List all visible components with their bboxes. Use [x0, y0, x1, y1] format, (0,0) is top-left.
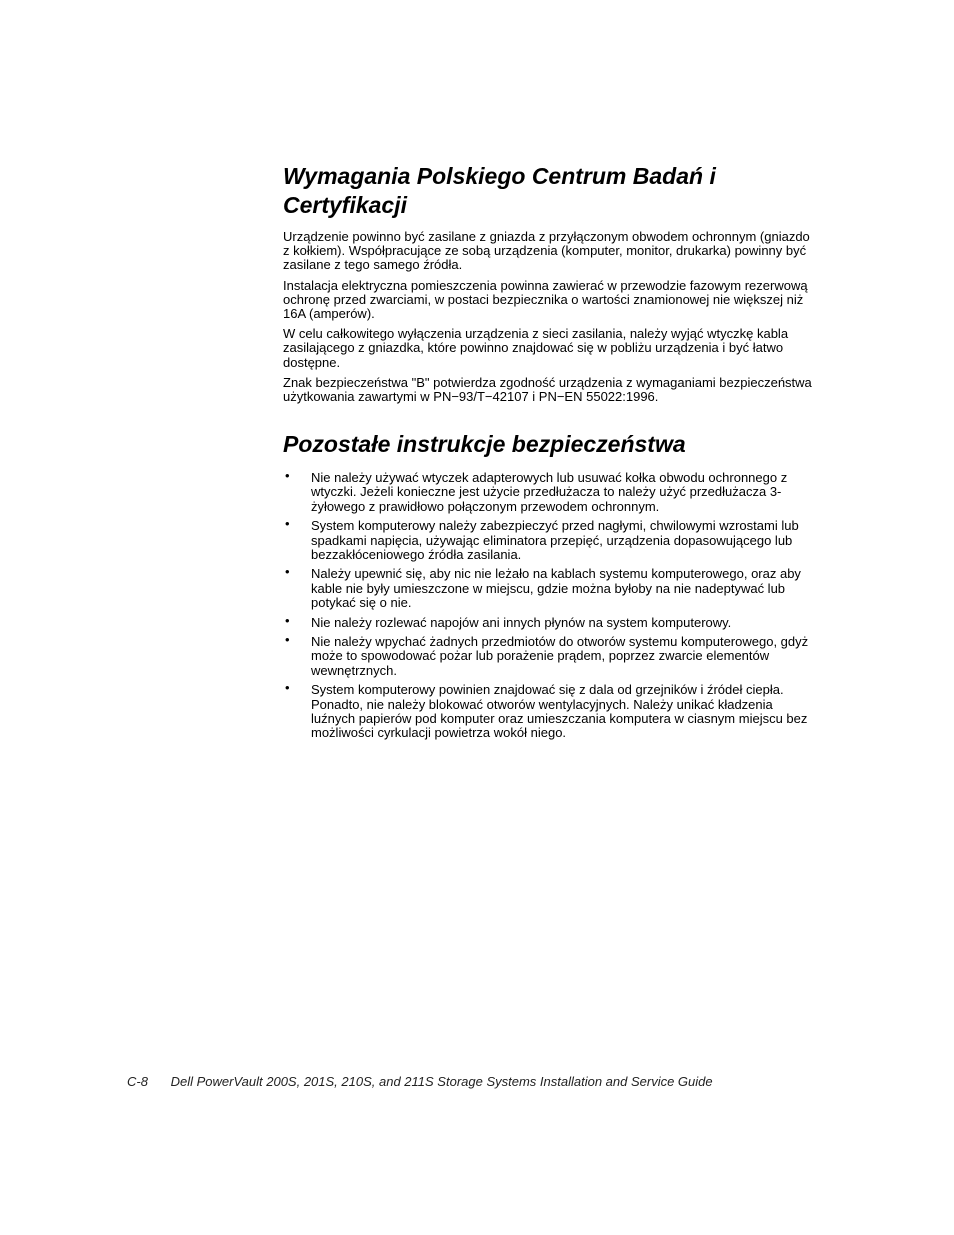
safety-instructions-list: [283, 468, 813, 740]
bullet-icon: •: [285, 612, 290, 628]
list-item: [283, 468, 813, 514]
bullet-icon: •: [285, 468, 290, 484]
document-title: Dell PowerVault 200S, 201S, 210S, and 211S Storage Systems Installation and Service Guide: [170, 1074, 713, 1089]
section-heading-safety-instructions: Pozostałe instrukcje bezpieczeństwa: [283, 431, 686, 458]
page-footer: [127, 1074, 713, 1089]
bullet-icon: •: [285, 564, 290, 580]
list-item: [283, 564, 813, 610]
list-item: [283, 612, 813, 630]
bullet-icon: •: [285, 632, 290, 648]
bullet-icon: •: [285, 516, 290, 532]
paragraph-power-socket: Urządzenie powinno być zasilane z gniazda z przyłączonym obwodem ochronnym (gniazdo z kołkiem). Współpracujące ze sobą urządzenia (komputer, monitor, drukarka) powinny być zasilane z tego samego źródła.: [283, 229, 810, 273]
list-item-text: Nie należy wpychać żadnych przedmiotów do otworów systemu komputerowego, gdyż może to spowodować pożar lub porażenie prądem, poprzez zwarcie elementów wewnętrznych.: [311, 634, 809, 678]
list-item-text: System komputerowy należy zabezpieczyć przed nagłymi, chwilowymi wzrostami lub spadkami napięcia, używając eliminatora przepięć, urządzenia dopasowującego lub bezzakłóceniowego źródła zasilania.: [311, 518, 799, 562]
bullet-icon: •: [285, 680, 290, 696]
list-item: [283, 516, 813, 562]
page-content: [283, 162, 813, 746]
section-heading-certification: Wymagania Polskiego Centrum Badań i Certyfikacji: [283, 163, 716, 218]
paragraph-disconnect-power: W celu całkowitego wyłączenia urządzenia z sieci zasilania, należy wyjąć wtyczkę kabla zasilającego z gniazdka, które powinno znajdować się w pobliżu urządzenia i być łatwo dostępne.: [283, 326, 789, 370]
list-item-text: Należy upewnić się, aby nic nie leżało na kablach systemu komputerowego, oraz aby kable nie były umieszczone w miejscu, gdzie można byłoby na nie nadeptywać lub potykać się o nie.: [311, 566, 801, 610]
list-item-text: System komputerowy powinien znajdować się z dala od grzejników i źródeł ciepła. Ponadto, nie należy blokować otworów wentylacyjnych. Należy unikać kładzenia luźnych papierów pod komputer oraz umieszczania komputera w ciasnym miejscu bez możliwości cyrkulacji powietrza wokół niego.: [311, 682, 808, 740]
list-item-text: Nie należy rozlewać napojów ani innych płynów na system komputerowy.: [311, 614, 732, 630]
list-item-text: Nie należy używać wtyczek adapterowych lub usuwać kołka obwodu ochronnego z wtyczki. Jeżeli konieczne jest użycie przedłużacza to należy użyć przedłużacza 3-żyłowego z prawidłowo połączonym przewodem ochronnym.: [311, 470, 788, 514]
paragraph-safety-mark: Znak bezpieczeństwa "B" potwierdza zgodność urządzenia z wymaganiami bezpieczeństwa użytkowania zawartymi w PN−93/T−42107 i PN−EN 55022:1996.: [283, 374, 812, 405]
list-item: [283, 680, 813, 740]
page-number: C-8: [127, 1074, 148, 1089]
list-item: [283, 632, 813, 678]
paragraph-electrical-installation: Instalacja elektryczna pomieszczenia powinna zawierać w przewodzie fazowym rezerwową ochronę przed zwarciami, w postaci bezpiecznika o wartości znamionowej nie większej niż 16A (amperów).: [283, 277, 808, 322]
